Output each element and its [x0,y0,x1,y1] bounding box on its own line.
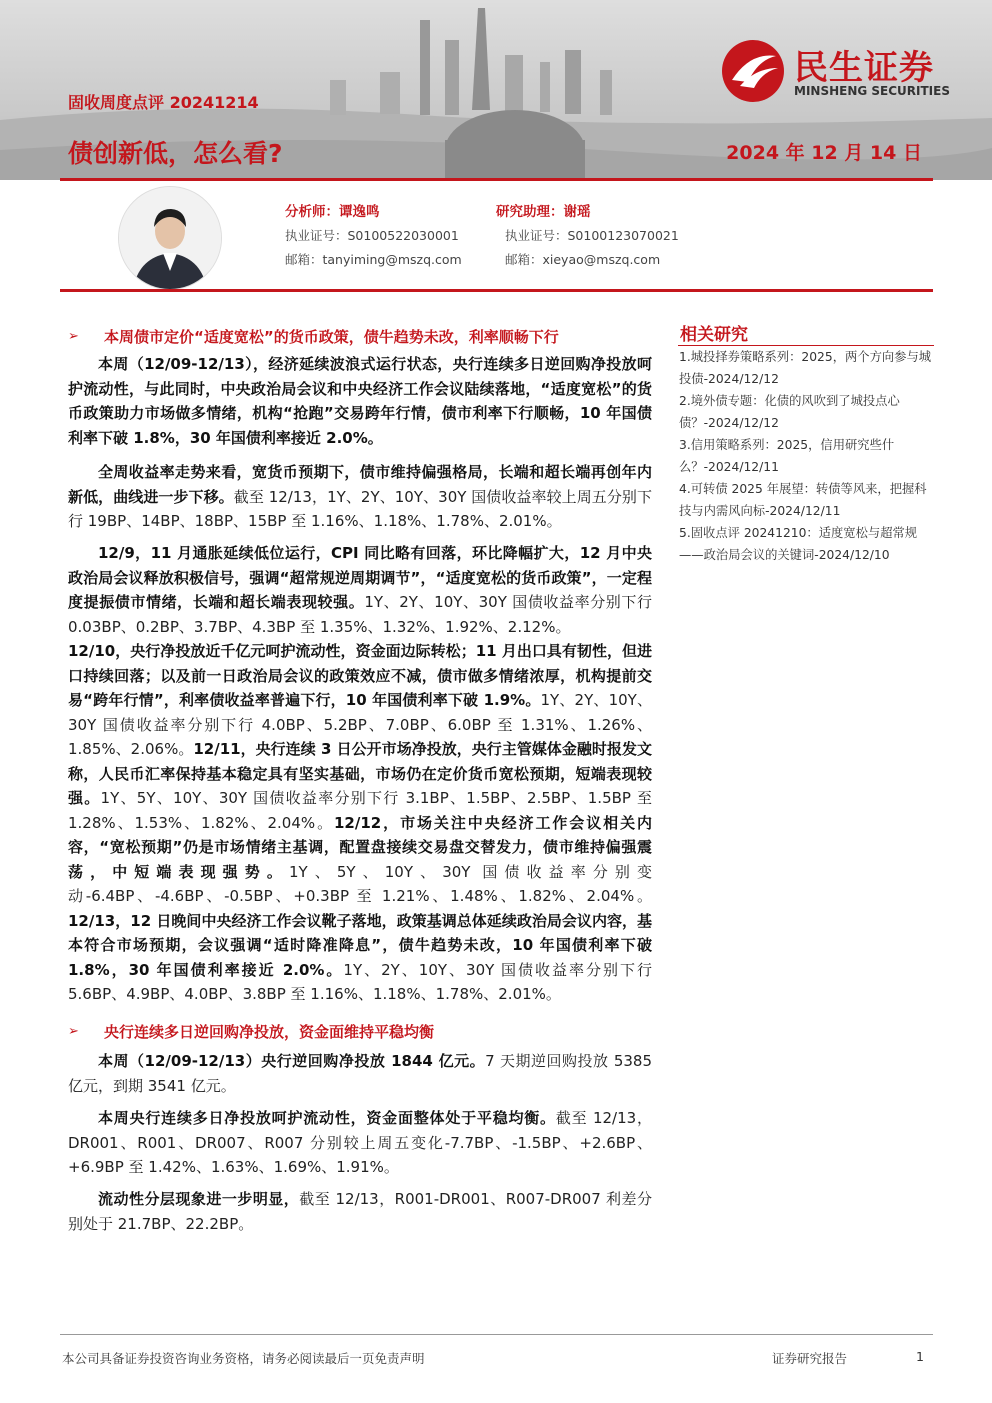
analyst-avatar [118,186,222,290]
bullet-arrow-icon: ➢ [68,329,79,344]
company-logo [720,38,960,104]
daily-text-4: 1Y、5Y、10Y、30Y 国债收益率分别下行 3.1BP、1.5BP、2.5BP、1.5BP 至 1.28%、1.53%、1.82%、2.04%。 [68,789,652,832]
report-date: 2024 年 12 月 14 日 [726,142,922,164]
bullet-arrow-icon: ➢ [68,1024,79,1039]
daily-text-1: 12/10，央行净投放近千亿元呵护流动性，资金面边际转松；11 月出口具有韧性，但进口持续回落；以及前一日政治局会议的政策效应不减，债市做多情绪浓厚，机构提前交易“跨年行情”，利率债收益率普遍下行，10 年国债利率下破 1.9%。 [68,642,652,709]
related-research-item[interactable]: 4.可转债 2025 年展望：转债等风来，把握科技与内需风向标-2024/12/11 [679,482,927,518]
paragraph-6 [68,1106,652,1180]
paragraph-5-body: 7 天期逆回购投放 5385 亿元，到期 3541 亿元。 [68,1052,652,1095]
paragraph-7 [68,1187,652,1236]
paragraph-5 [68,1049,652,1098]
daily-text-7: 12/13，12 日晚间中央经济工作会议靴子落地，政策基调总体延续政治局会议内容，基本符合市场预期，会议强调“适时降准降息”，债牛趋势未改，10 年国债利率下破 1.8%，30 年国债利率接近 2.0%。 [68,911,652,979]
paragraph-7-body: 截至 12/13，R001-DR001、R007-DR007 利差分别处于 21.7BP、22.2BP。 [68,1190,652,1233]
page-title: 债创新低，怎么看? [68,139,283,168]
assistant-cert: 执业证号：S0100123070021 [505,228,679,243]
header-divider [60,178,933,181]
paragraph-7-lead: 流动性分层现象进一步明显， [98,1190,300,1208]
paragraph-2-body: 截至 12/13，1Y、2Y、10Y、30Y 国债收益率较上周五分别下行 19BP、14BP、18BP、15BP 至 1.16%、1.18%、1.78%、2.01%。 [68,487,652,530]
analyst-name: 分析师：谭逸鸣 [285,204,380,220]
sidebar-divider [678,345,934,346]
footer-disclaimer: 本公司具备证券投资咨询业务资格，请务必阅读最后一页免责声明 [62,1351,425,1366]
related-research-item[interactable]: 3.信用策略系列：2025，信用研究些什么？-2024/12/11 [679,438,895,474]
paragraph-2 [68,460,652,534]
paragraph-6-body: 截至 12/13，DR001、R001、DR007、R007 分别较上周五变化-7.7BP、-1.5BP、+2.6BP、+6.9BP 至 1.42%、1.63%、1.69%、1.91%。 [68,1109,652,1176]
analyst-cert: 执业证号：S0100522030001 [285,228,459,243]
analyst-email[interactable]: 邮箱：tanyiming@mszq.com [285,252,462,267]
page-number: 1 [916,1349,924,1364]
paragraph-1 [68,352,652,450]
logo-text-en: MINSHENG SECURITIES [794,84,950,98]
related-research-item[interactable]: 1.城投择券策略系列：2025，两个方向参与城投债-2024/12/12 [679,350,932,386]
daily-text-2: 1Y、2Y、10Y、30Y 国债收益率分别下行 4.0BP、5.2BP、7.0BP、6.0BP 至 1.31%、1.26%、1.85%、2.06%。 [68,691,652,758]
daily-text-5: 12/12，市场关注中央经济工作会议相关内容，“宽松预期”仍是市场情绪主基调，配置盘接续交易盘交替发力，债市维持偏强震荡，中短端表现强势。 [68,813,652,881]
footer-report-type: 证券研究报告 [772,1351,848,1366]
analyst-info-2 [496,200,696,270]
paragraph-3-lead: 12/9，11 月通胀延续低位运行，CPI 同比略有回落，环比降幅扩大，12 月中央政治局会议释放积极信号，强调“超常规逆周期调节”，“适度宽松的货币政策”，一定程度提振债市情绪，长端和超长端表现较强。 [68,544,652,611]
daily-text-3: 12/11，央行连续 3 日公开市场净投放，央行主管媒体金融时报发文称，人民币汇率保持基本稳定具有坚实基础，市场仍在定价货币宽松预期，短端表现较强。 [68,740,652,807]
analyst-info-1 [285,200,485,270]
section-divider [60,289,933,292]
assistant-name: 研究助理：谢瑶 [496,204,591,220]
footer-divider [60,1334,933,1335]
daily-text-6: 1Y、5Y、10Y、30Y 国债收益率分别变动-6.4BP、-4.6BP、-0.5BP、+0.3BP 至 1.21%、1.48%、1.82%、2.04%。 [68,862,652,905]
paragraph-6-lead: 本周央行连续多日净投放呵护流动性，资金面整体处于平稳均衡。 [98,1109,556,1127]
logo-text-cn: 民生证券 [794,48,934,88]
daily-text-8: 1Y、2Y、10Y、30Y 国债收益率分别下行 5.6BP、4.9BP、4.0BP、3.8BP 至 1.16%、1.18%、1.78%、2.01%。 [68,960,652,1003]
related-research-item[interactable]: 2.境外债专题：化债的风吹到了城投点心债？-2024/12/12 [679,394,900,430]
related-research-item[interactable]: 5.固收点评 20241210：适度宽松与超常规——政治局会议的关键词-2024/12/10 [679,526,918,562]
paragraph-3-body: 1Y、2Y、10Y、30Y 国债收益率分别下行 0.03BP、0.2BP、3.7BP、4.3BP 至 1.35%、1.32%、1.92%、2.12%。 [68,593,652,636]
section-heading-2: 央行连续多日逆回购净投放，资金面维持平稳均衡 [104,1023,435,1041]
related-research-title: 相关研究 [680,325,748,345]
report-series: 固收周度点评 20241214 [68,93,259,112]
paragraph-3 [68,541,652,639]
paragraph-daily-review [68,639,652,1007]
paragraph-5-lead: 本周（12/09-12/13）央行逆回购净投放 1844 亿元。 [98,1052,486,1070]
minsheng-logo-icon [720,38,786,104]
related-research-list [679,347,933,566]
person-photo-icon [119,187,221,289]
paragraph-2-lead: 全周收益率走势来看，宽货币预期下，债市维持偏强格局，长端和超长端再创年内新低，曲线进一步下移。 [68,463,652,506]
assistant-email[interactable]: 邮箱：xieyao@mszq.com [505,252,661,267]
section-heading-1: 本周债市定价“适度宽松”的货币政策，债牛趋势未改，利率顺畅下行 [104,328,559,346]
paragraph-1-lead: 本周（12/09-12/13），经济延续波浪式运行状态，央行连续多日逆回购净投放呵护流动性，与此同时，中央政治局会议和中央经济工作会议陆续落地，“适度宽松”的货币政策助力市场做多情绪，机构“抢跑”交易跨年行情，债市利率下行顺畅，10 年国债利率下破 1.8%，30 年国债利率接近 2.0%。 [68,355,652,447]
